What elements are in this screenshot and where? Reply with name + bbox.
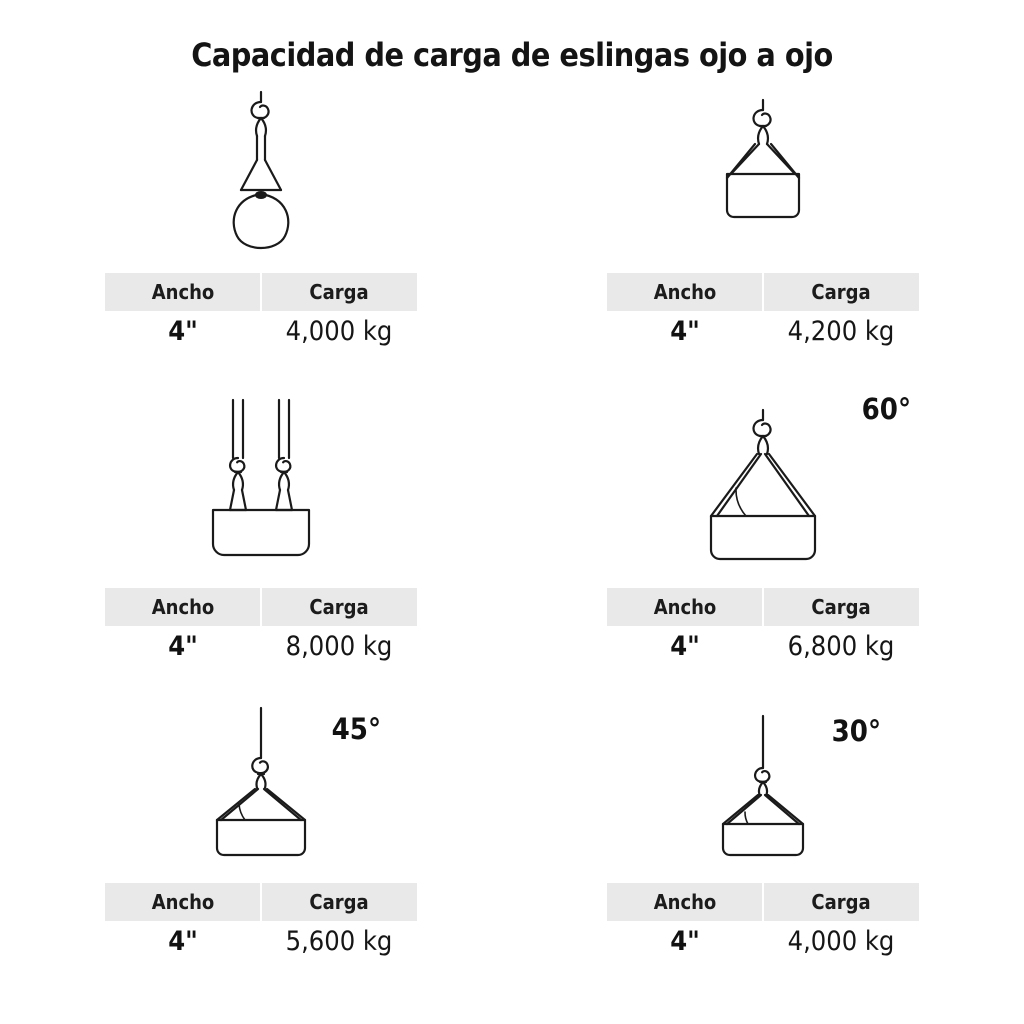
cell-load: 6,800 kg (787, 631, 895, 662)
diagram-two-leg-vertical (91, 392, 431, 582)
capacity-table (607, 588, 919, 662)
diagram-two-leg-angle-60 (593, 392, 933, 582)
diagram-single-leg-load (593, 82, 933, 267)
sling-capacity-grid (0, 82, 1024, 1012)
sling-card-choker-single-leg (512, 82, 1014, 392)
capacity-table (105, 588, 417, 662)
cell-width: 4" (168, 631, 198, 662)
diagram-vertical-basket-loop (91, 82, 431, 267)
capacity-table (607, 883, 919, 957)
cell-width: 4" (670, 631, 700, 662)
cell-load: 4,200 kg (787, 316, 895, 347)
column-header-width: Ancho (653, 280, 717, 304)
column-header-load: Carga (309, 890, 369, 914)
table-data-row (105, 626, 417, 662)
sling-card-vertical-single-leg (10, 82, 512, 392)
table-data-row (105, 311, 417, 347)
diagram-two-leg-angle-30 (593, 702, 933, 877)
table-header-row (607, 883, 919, 921)
angle-label: 30° (831, 714, 881, 748)
column-header-width: Ancho (653, 595, 717, 619)
table-data-row (607, 311, 919, 347)
angle-label: 45° (331, 712, 381, 746)
column-header-width: Ancho (151, 595, 215, 619)
table-data-row (607, 921, 919, 957)
table-header-row (105, 883, 417, 921)
table-header-row (105, 273, 417, 311)
capacity-table (105, 883, 417, 957)
cell-load: 5,600 kg (285, 926, 393, 957)
sling-card-two-leg-vertical (10, 392, 512, 702)
cell-width: 4" (168, 926, 198, 957)
table-data-row (607, 626, 919, 662)
cell-width: 4" (670, 316, 700, 347)
column-header-load: Carga (811, 890, 871, 914)
cell-load: 4,000 kg (285, 316, 393, 347)
cell-load: 8,000 kg (285, 631, 393, 662)
sling-card-two-leg-60 (512, 392, 1014, 702)
page-title: Capacidad de carga de eslingas ojo a ojo (191, 36, 833, 74)
table-data-row (105, 921, 417, 957)
cell-width: 4" (168, 316, 198, 347)
cell-width: 4" (670, 926, 700, 957)
cell-load: 4,000 kg (787, 926, 895, 957)
column-header-load: Carga (309, 595, 369, 619)
table-header-row (607, 588, 919, 626)
column-header-load: Carga (811, 595, 871, 619)
angle-label: 60° (861, 392, 911, 426)
table-header-row (105, 588, 417, 626)
sling-card-two-leg-30 (512, 702, 1014, 1012)
diagram-two-leg-angle-45 (91, 702, 431, 877)
table-header-row (607, 273, 919, 311)
sling-card-two-leg-45 (10, 702, 512, 1012)
column-header-width: Ancho (653, 890, 717, 914)
capacity-table (105, 273, 417, 347)
capacity-table (607, 273, 919, 347)
column-header-width: Ancho (151, 890, 215, 914)
column-header-load: Carga (811, 280, 871, 304)
column-header-load: Carga (309, 280, 369, 304)
column-header-width: Ancho (151, 280, 215, 304)
